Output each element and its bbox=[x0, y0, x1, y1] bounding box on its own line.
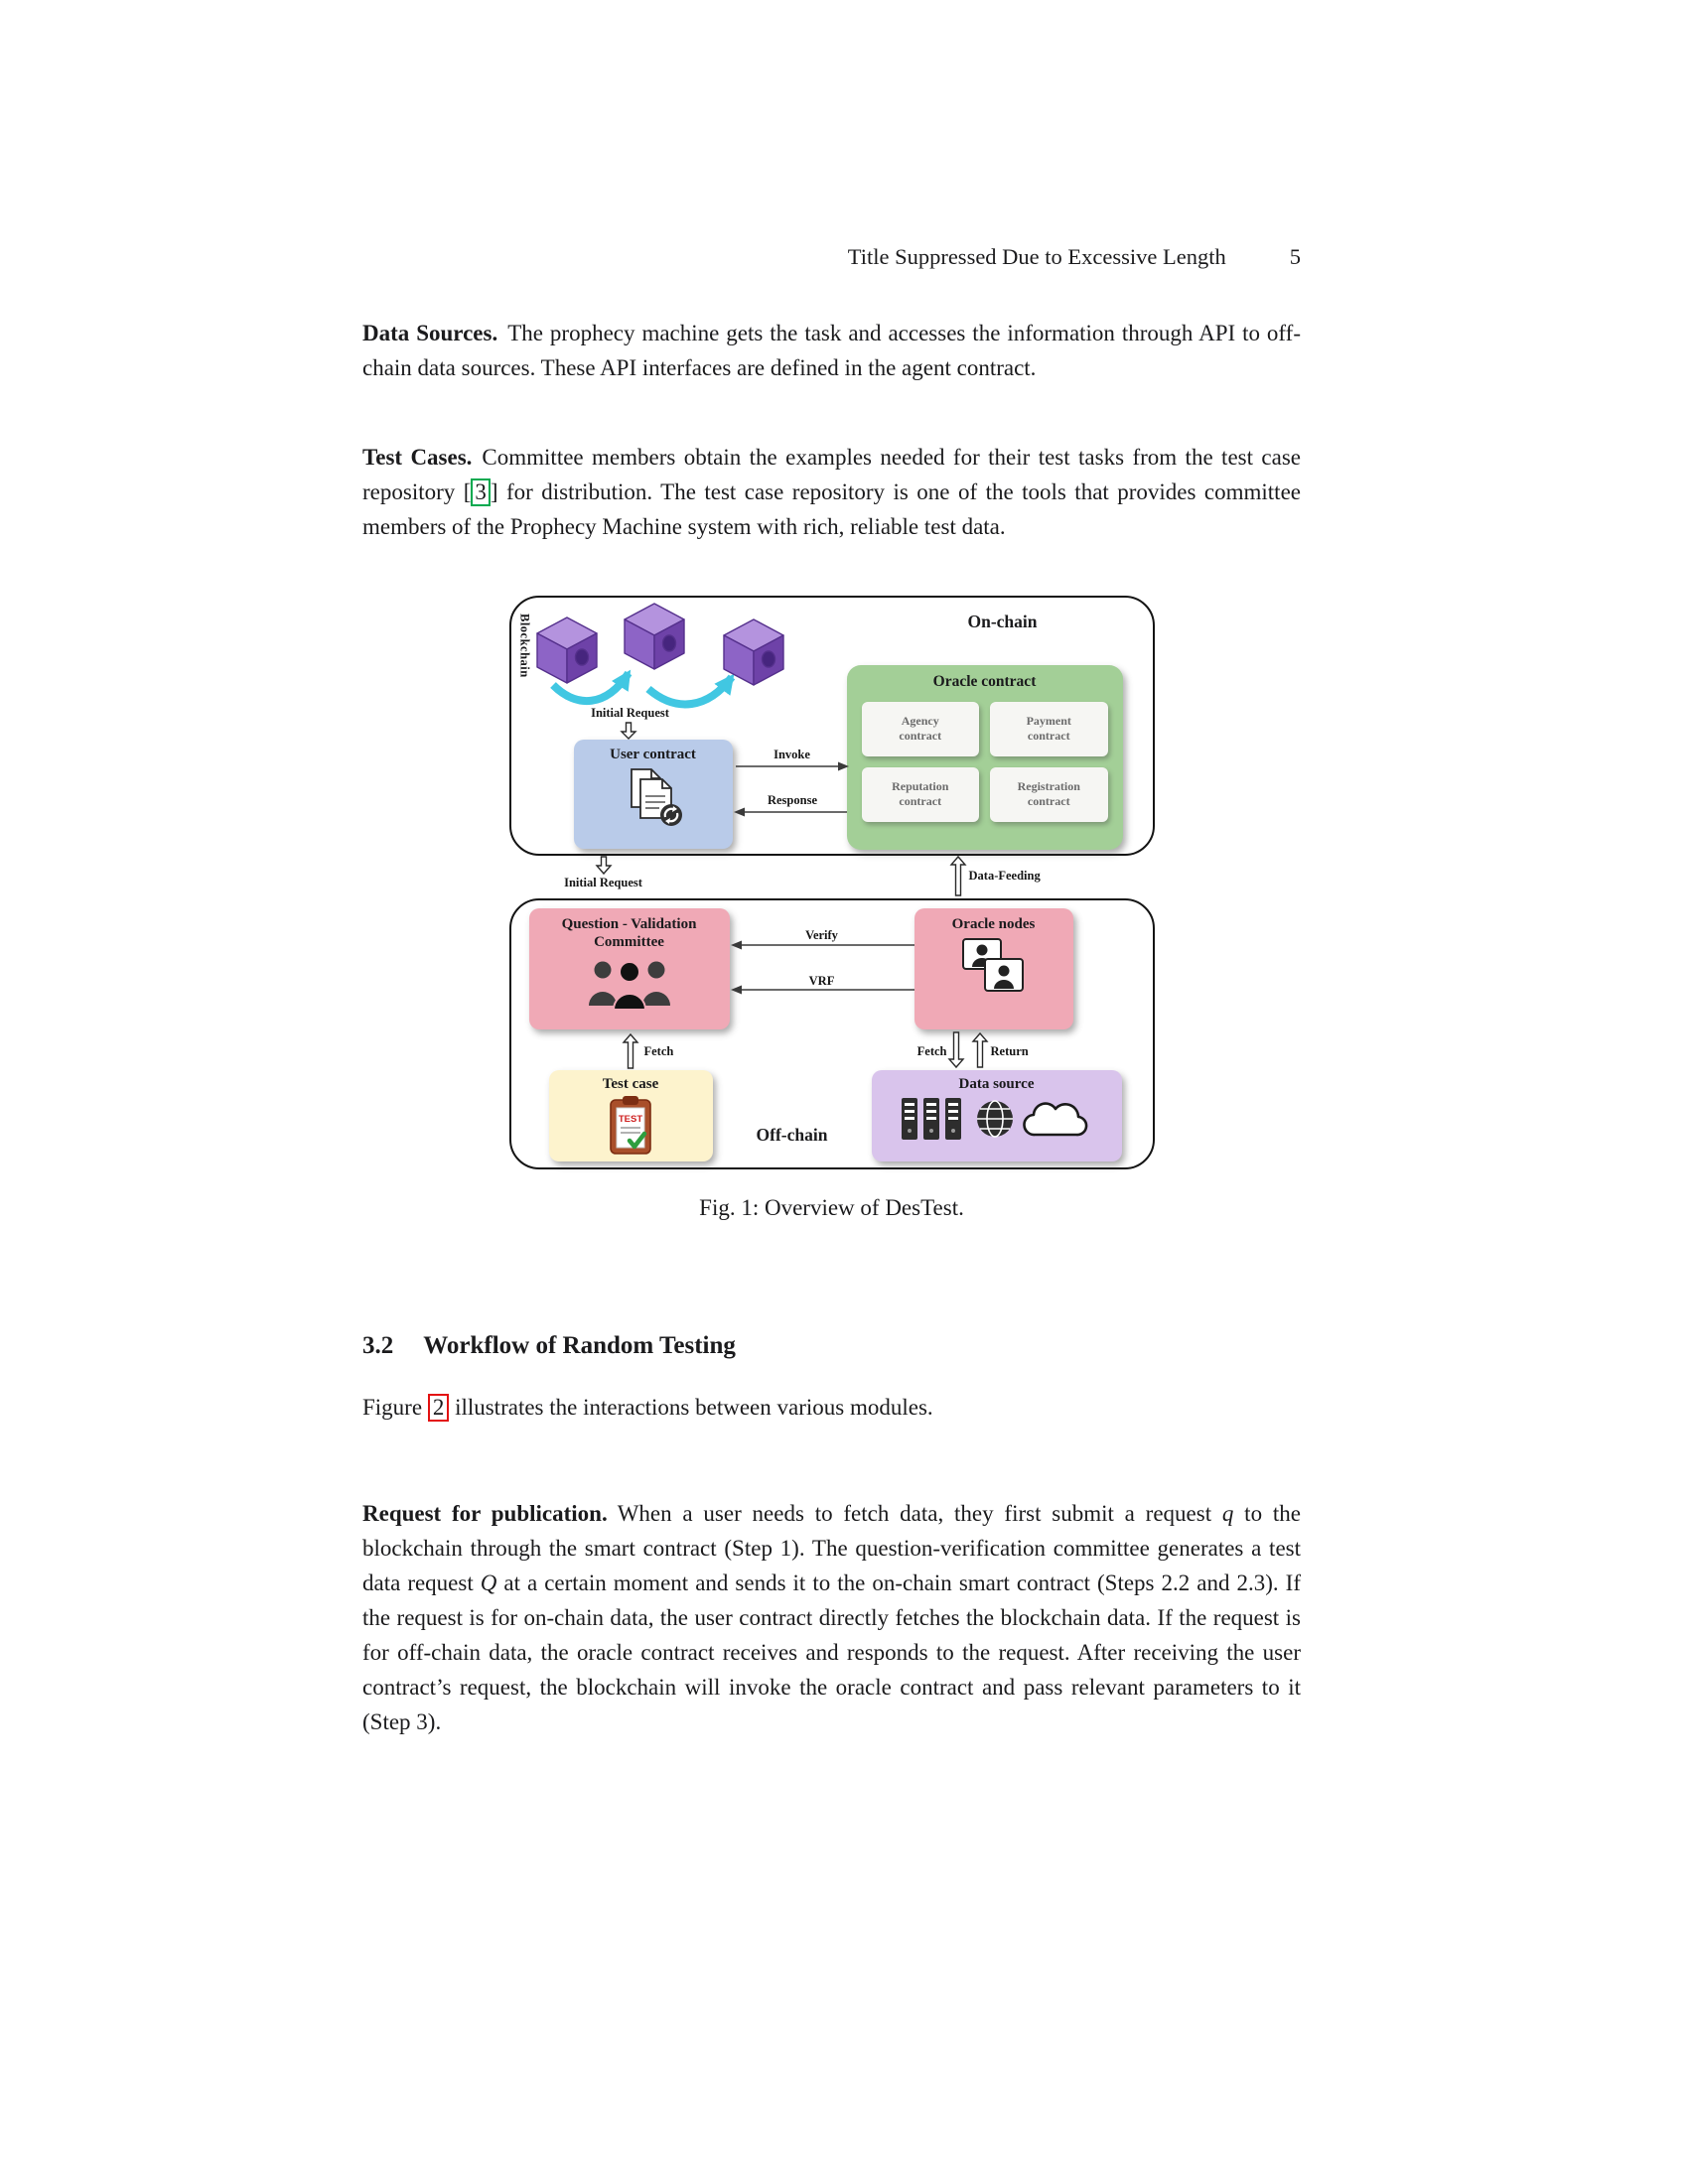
request-var-q: q bbox=[1221, 1501, 1234, 1526]
paragraph-lead-request: Request for publication. bbox=[362, 1501, 608, 1526]
paragraph-lead-data-sources: Data Sources. bbox=[362, 321, 498, 345]
section-heading bbox=[362, 1332, 1301, 1360]
cloud-icon bbox=[1024, 1104, 1086, 1135]
oracle-nodes-icon bbox=[957, 935, 1031, 997]
test-case-title: Test case bbox=[602, 1076, 659, 1092]
server-icon bbox=[902, 1098, 961, 1140]
payment-contract-box bbox=[990, 702, 1108, 756]
paragraph-text-data-sources: The prophecy machine gets the task and accesses the information through API to off-chain data sources. These API interfaces are defined in the agent contract. bbox=[362, 321, 1301, 380]
committee-people-icon bbox=[575, 954, 684, 1012]
reputation-contract-line2: contract bbox=[899, 794, 942, 809]
running-title: Title Suppressed Due to Excessive Length bbox=[847, 244, 1226, 269]
response-label: Response bbox=[767, 793, 817, 807]
oracle-nodes-title: Oracle nodes bbox=[951, 916, 1036, 932]
paragraph-text-test-cases-pre: Committee members obtain the examples needed for their test tasks from the test case repository bbox=[362, 445, 1301, 504]
payment-contract-line2: contract bbox=[1027, 729, 1070, 744]
section-title: Workflow of Random Testing bbox=[423, 1332, 736, 1359]
cite-bracket-open: [ bbox=[463, 479, 472, 504]
request-var-Q: Q bbox=[480, 1570, 497, 1595]
request-seg1: When a user needs to fetch data, they first submit a request bbox=[617, 1501, 1222, 1526]
running-head bbox=[362, 0, 1301, 270]
data-feeding-label: Data-Feeding bbox=[968, 869, 1041, 883]
svg-text:TEST: TEST bbox=[618, 1114, 643, 1126]
oracle-contract-title: Oracle contract bbox=[932, 673, 1037, 690]
paragraph-figure-ref bbox=[362, 1390, 1301, 1425]
agency-contract-line1: Agency bbox=[901, 713, 939, 728]
committee-title-line2: Committee bbox=[594, 934, 664, 951]
document-icon bbox=[614, 765, 693, 831]
off-chain-label: Off-chain bbox=[756, 1125, 828, 1145]
reputation-contract-line1: Reputation bbox=[892, 778, 949, 793]
return-label: Return bbox=[990, 1044, 1029, 1058]
agency-contract-line2: contract bbox=[899, 729, 942, 744]
blockchain-label: Blockchain bbox=[517, 614, 532, 678]
section-number: 3.2 bbox=[362, 1332, 394, 1359]
user-contract-node bbox=[574, 740, 733, 849]
paragraph-lead-test-cases: Test Cases. bbox=[362, 445, 473, 470]
text-column bbox=[362, 0, 1301, 1739]
invoke-label: Invoke bbox=[774, 748, 810, 761]
paragraph-text-test-cases-post: for distribution. The test case repository is one of the tools that provides committee members of the Prophecy Machine system with rich, reliable test data. bbox=[362, 479, 1301, 539]
request-seg2: to the blockchain through the smart contract (Step 1). The question-verification committee generates a test data request bbox=[362, 1501, 1301, 1595]
committee-title-line1: Question - Validation bbox=[561, 916, 697, 932]
request-seg3: at a certain moment and sends it to the on-chain smart contract (Steps 2.2 and 2.3). If the request is for on-chain data, the user contract directly fetches the blockchain data. If the request is for off-chain data, the oracle contract receives and responds to the request. After receiving the user contract’s request, the blockchain will invoke the oracle contract and pass relevant parameters to it (Step 3). bbox=[362, 1570, 1301, 1734]
initial-request-mid-label: Initial Request bbox=[564, 876, 642, 889]
fetch-right-label: Fetch bbox=[916, 1044, 947, 1058]
on-chain-label: On-chain bbox=[967, 612, 1038, 631]
fetch-left-label: Fetch bbox=[643, 1044, 674, 1058]
test-clipboard-icon bbox=[608, 1095, 653, 1157]
registration-contract-line2: contract bbox=[1027, 794, 1070, 809]
user-contract-title: User contract bbox=[610, 747, 696, 762]
cite-bracket-close: ] bbox=[490, 479, 498, 504]
figure-2-ref-link[interactable]: 2 bbox=[428, 1394, 450, 1422]
verify-label: Verify bbox=[805, 928, 838, 942]
agency-contract-box bbox=[862, 702, 980, 756]
data-source-node bbox=[872, 1070, 1122, 1161]
oracle-contract-node bbox=[847, 665, 1123, 850]
vrf-label: VRF bbox=[808, 974, 835, 988]
paragraph-request bbox=[362, 1496, 1301, 1739]
test-case-node bbox=[549, 1070, 713, 1161]
figref-before: Figure bbox=[362, 1395, 428, 1420]
paragraph-data-sources bbox=[362, 316, 1301, 385]
data-source-title: Data source bbox=[958, 1076, 1035, 1092]
figure-1-diagram bbox=[509, 596, 1155, 1171]
figref-after: illustrates the interactions between various modules. bbox=[449, 1395, 933, 1420]
data-source-icons bbox=[898, 1095, 1096, 1143]
oracle-nodes-node bbox=[914, 908, 1073, 1029]
reputation-contract-box bbox=[862, 767, 980, 822]
oracle-sub-contracts bbox=[847, 692, 1123, 822]
globe-icon bbox=[977, 1101, 1013, 1137]
question-validation-committee-node bbox=[529, 908, 730, 1029]
registration-contract-box bbox=[990, 767, 1108, 822]
figure-caption: Fig. 1: Overview of DesTest. bbox=[699, 1195, 964, 1220]
registration-contract-line1: Registration bbox=[1017, 778, 1080, 793]
payment-contract-line1: Payment bbox=[1026, 713, 1071, 728]
initial-request-top-label: Initial Request bbox=[591, 706, 669, 720]
page-number: 5 bbox=[1289, 244, 1301, 269]
citation-link-3[interactable]: 3 bbox=[471, 478, 491, 506]
paragraph-test-cases bbox=[362, 440, 1301, 544]
